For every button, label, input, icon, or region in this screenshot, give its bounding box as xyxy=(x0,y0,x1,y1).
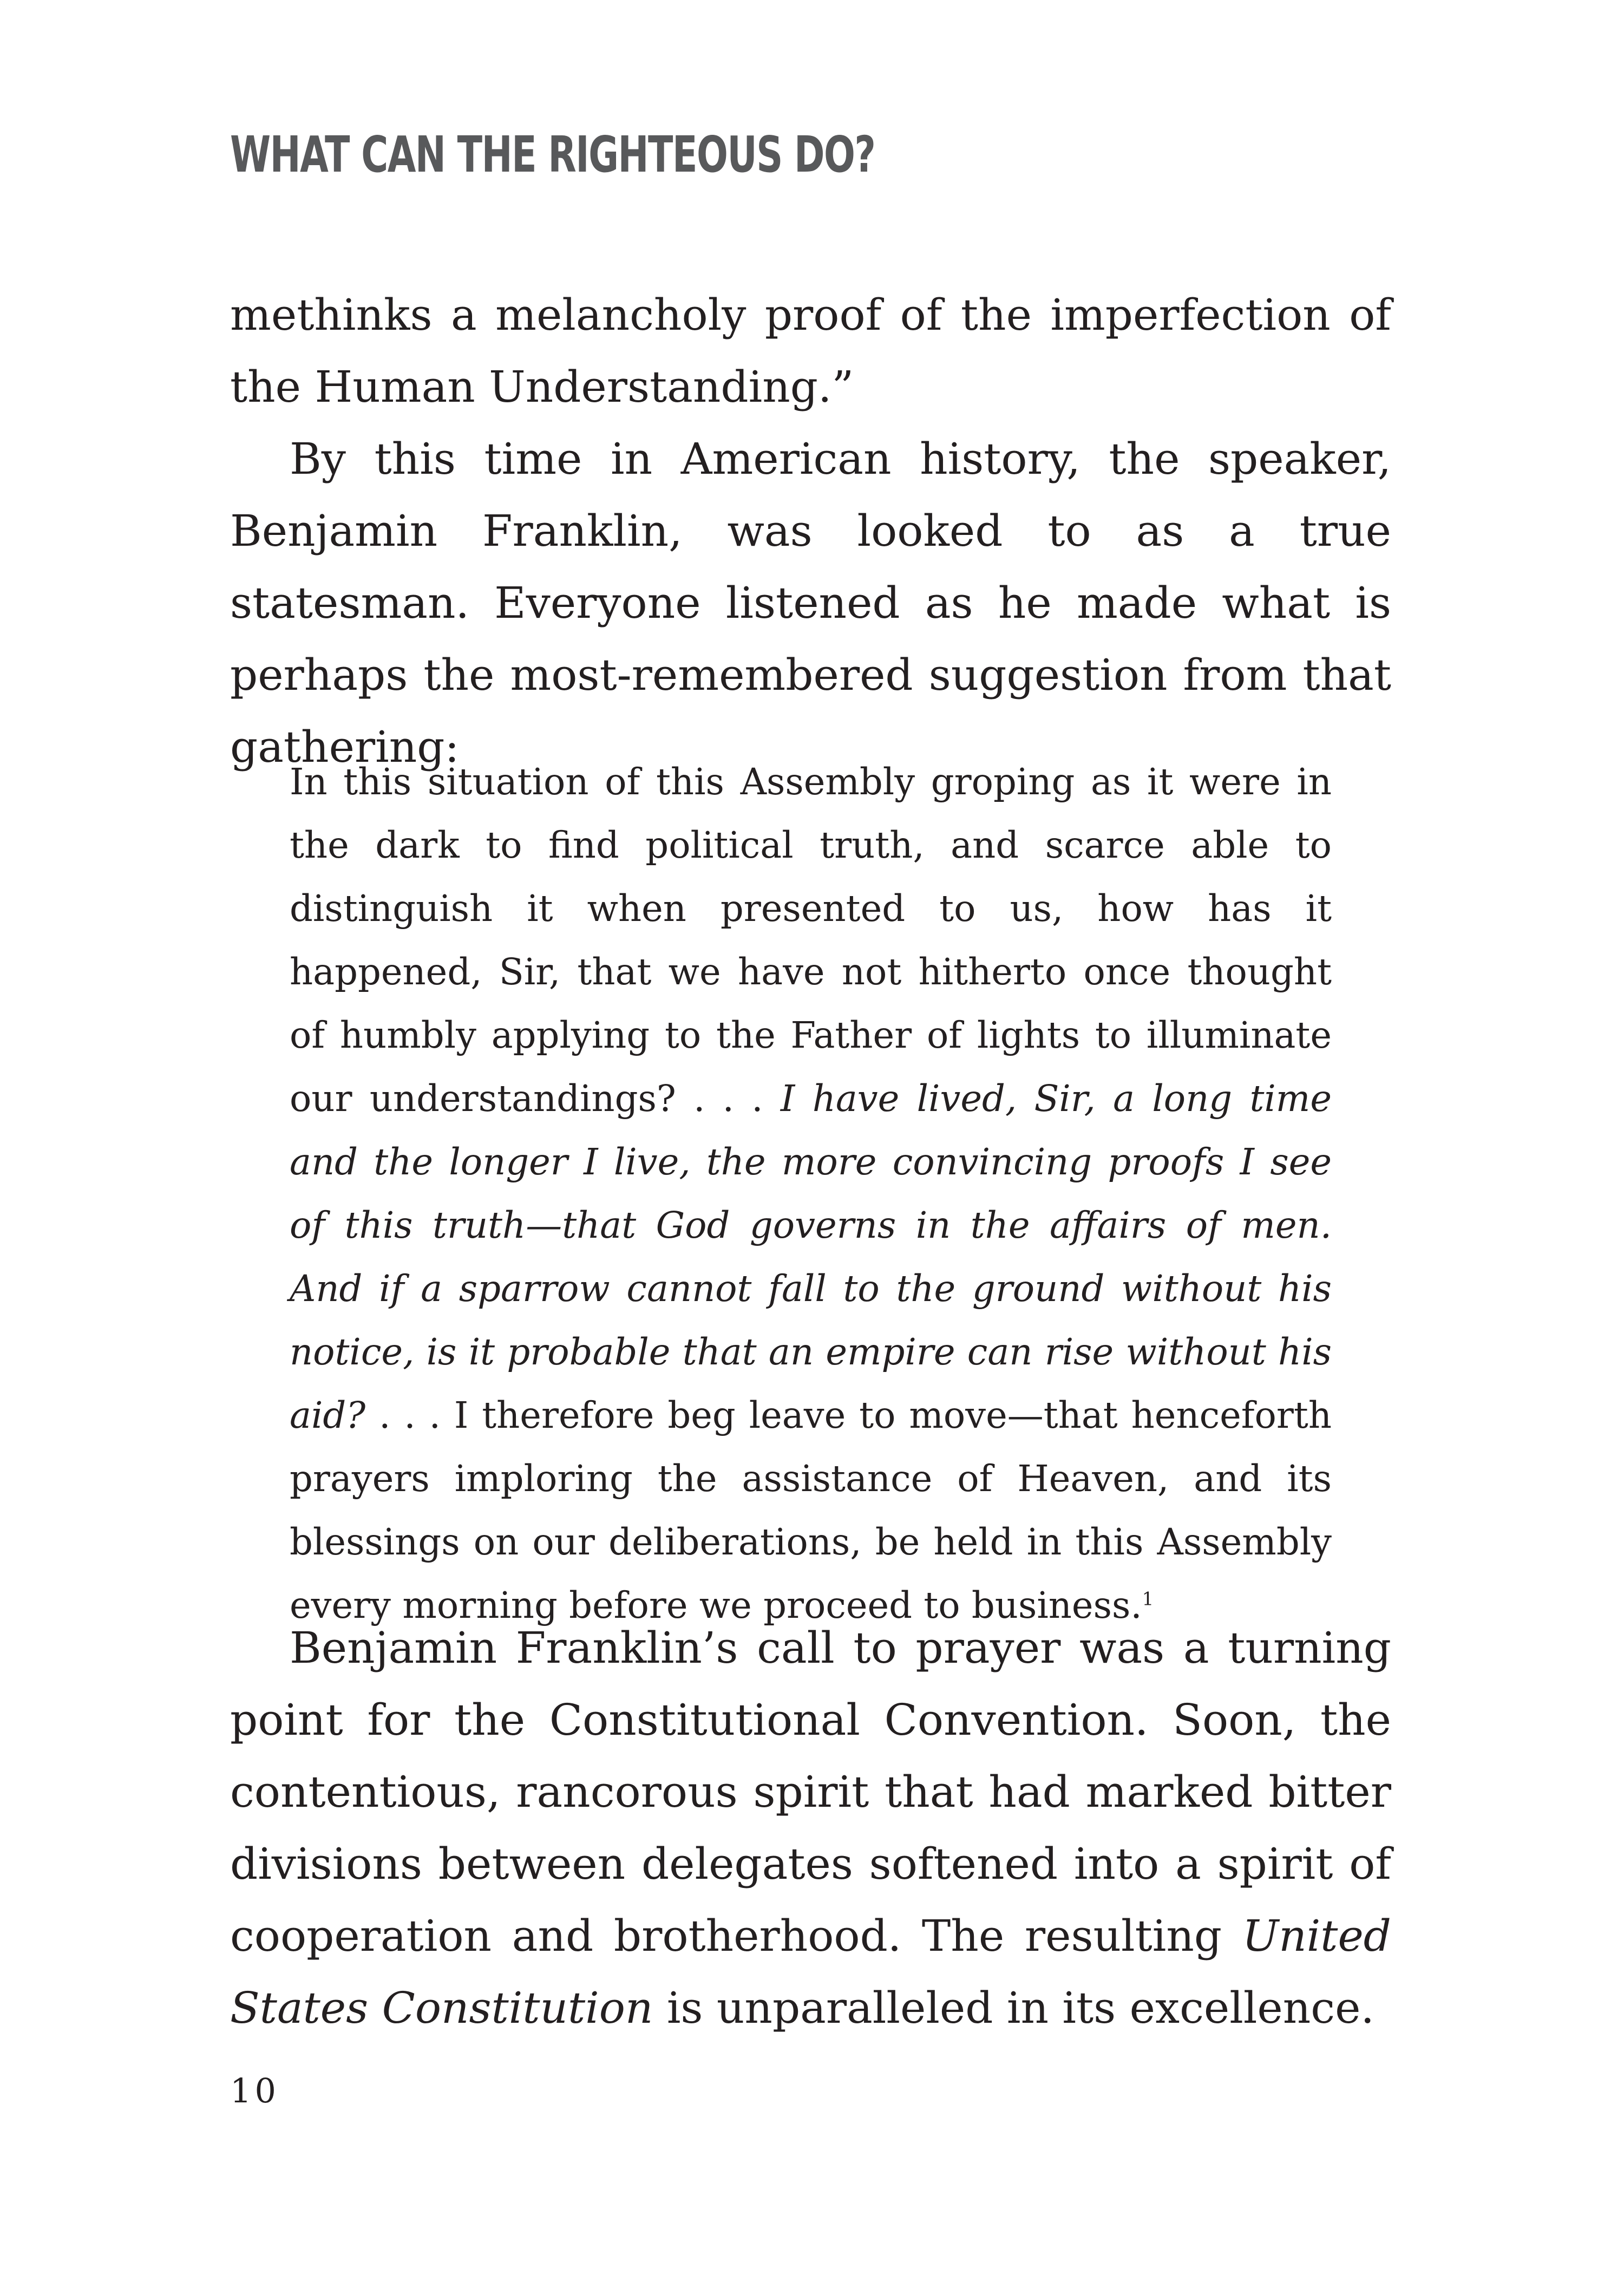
paragraph-continued: methinks a melancholy proof of the imperfection of the Human Understanding.” xyxy=(230,290,1391,412)
quote-text-italic: I have lived, Sir, a long time and the longer I live, the more convincing proofs I see of this truth—that God governs in the affairs of men. And if a sparrow cannot fall to the ground without his notice, is it probable that an empire can rise without his aid? xyxy=(290,1077,1332,1436)
quote-text-opening: In this situation of this Assembly groping as it were in the dark to find political truth, and scarce able to distinguish it when presented to us, how has it happened, Sir, that we have not hitherto once thought of humbly applying to the Father of lights to illuminate our understandings? . . . xyxy=(290,761,1332,1120)
constitution-title: United States Constitution xyxy=(230,1911,1391,2033)
franklin-quote xyxy=(290,750,1332,1637)
paragraph-text-before: Benjamin Franklin’s call to prayer was a turning point for the Constitutional Convention. Soon, the contentious, rancorous spirit that had marked bitter divisions between delegates softened into a spirit of cooperation and brotherhood. The resulting xyxy=(230,1623,1391,1961)
footnote-reference[interactable]: 1 xyxy=(1142,1588,1154,1610)
paragraph-text-after: is unparalleled in its excellence. xyxy=(653,1983,1374,2033)
quote-text-closing: . . . I therefore beg leave to move—that henceforth prayers imploring the assistance of Heaven, and its blessings on our deliberations, be held in this Assembly every morning before we proceed to business. xyxy=(290,1394,1332,1626)
paragraph-franklin-statesman: By this time in American history, the speaker, Benjamin Franklin, was looked to as a true statesman. Everyone listened as he made what is perhaps the most-remembered suggestion from that gathering: xyxy=(230,434,1391,772)
paragraph-turning-point xyxy=(230,1612,1391,2044)
running-head: WHAT CAN THE RIGHTEOUS DO? xyxy=(230,126,875,184)
page-number: 10 xyxy=(230,2071,279,2110)
